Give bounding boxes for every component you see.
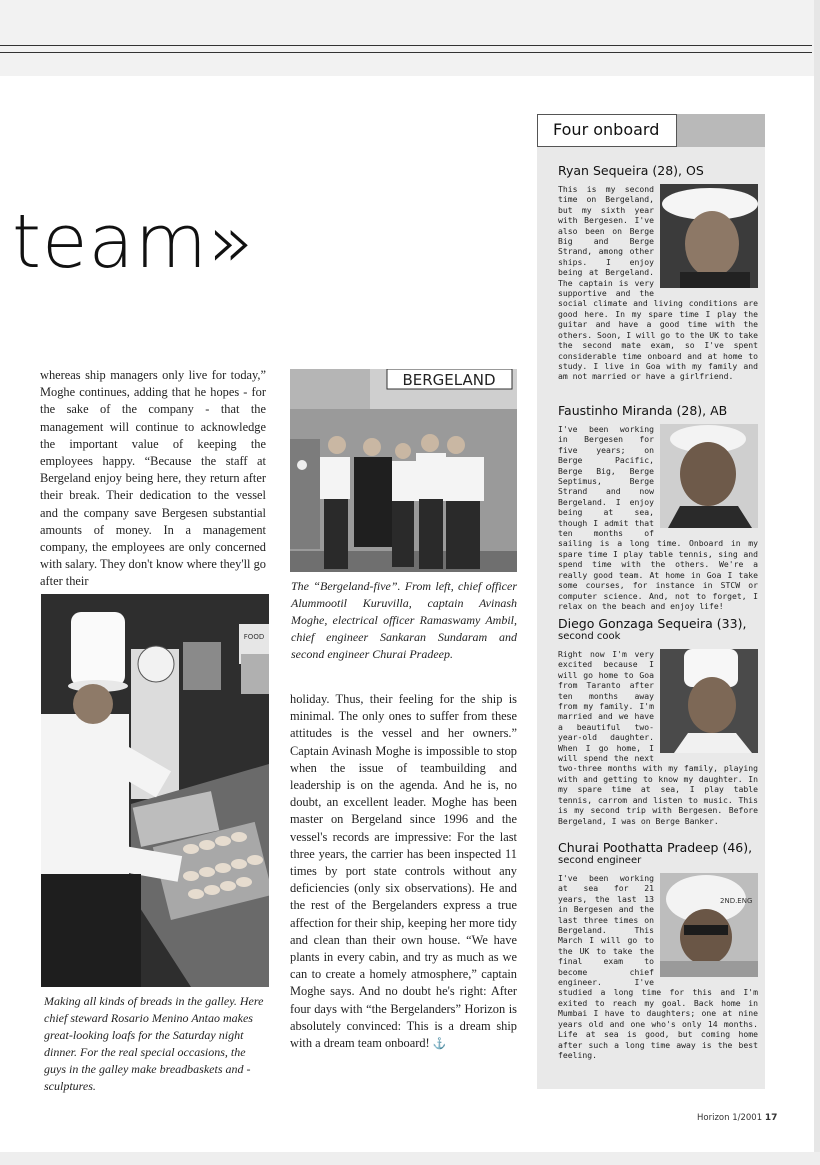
anchor-icon: ⚓ — [432, 1038, 447, 1051]
galley-photo-caption: Making all kinds of breads in the galley. Here chief steward Rosario Menino Antao makes great-looking loafs for the Saturday night dinner. For the real special occasions, the guys in the galley make breadbaskets and -sculptures. — [44, 994, 264, 1093]
profile-name: Faustinho Miranda (28), AB — [558, 403, 728, 418]
ship-sign-text: BERGELAND — [402, 371, 496, 389]
galley-photo — [41, 594, 269, 987]
profile-bio-block — [558, 649, 758, 826]
sidebar-title-shade — [677, 114, 765, 147]
profile-diego — [558, 616, 758, 826]
profile-faustinho — [558, 403, 758, 611]
portrait-photo — [660, 873, 758, 977]
profile-bio-block — [558, 184, 758, 382]
galley-sign-text: FOOD — [243, 633, 265, 641]
headline: team» — [12, 199, 255, 285]
top-rule-2 — [0, 52, 812, 53]
group-photo-art — [290, 369, 517, 572]
profile-bio: I've been working at sea for 21 years, the last 13 in Bergesen and the last three times on Bergeland. This March I will go to the UK to take the final exam to become chief engineer. I've studied a long time for this and I'm exited to reach my goal. Back home in Mumbai I have to daughters; one at nine years old and one who's only 14 months. Life at sea is good, but coming home after such a long time away is the best feeling. — [558, 873, 758, 1060]
profile-bio: Right now I'm very excited because I will go home to Goa from Taranto after ten months away from my family. I'm married and we have a beautiful two-year-old daughter. When I go home, I will spend the next two-three months with my family, playing with and getting to know my daughter. In my spare time at sea, I play table tennis, carrom and listen to music. This is my second trip with Bergesen. Before Bergeland, I was on Berge Banker. — [558, 649, 758, 826]
page-top-band — [0, 0, 820, 76]
sidebar-title: Four onboard — [553, 120, 660, 139]
profile-name: Diego Gonzaga Sequeira (33), — [558, 616, 747, 631]
article-column-2 — [290, 691, 517, 1053]
portrait-photo — [660, 184, 758, 288]
group-photo — [290, 369, 517, 572]
article-text-2: holiday. Thus, their feeling for the ship is minimal. The only ones to suffer from these attitudes is the vessel and her owners.” Captain Avinash Moghe is impossible to stop when the issue of teambuilding and leadership is on the agenda. And he is, no doubt, an excellent leader. Moghe has been master on Bergeland since 1996 and the vessel's records are impressive: For the last three years, the carrier has been inspected 11 times by port state controls without any deficiencies (only six observations). He and the rest of the Bergelanders express a true affection for their ship, keeping her more tidy and clean than their own house. “We have plants in every cabin, and try as much as we can to create a homely atmosphere,” captain Moghe says. And no doubt he's right: After four days with “the Bergelanders” Horizon is absolutely convinced: This is a dream ship with a dream team onboard! ⚓ — [290, 692, 517, 1051]
top-rule — [0, 45, 812, 46]
article-column-1 — [40, 367, 266, 591]
group-photo-caption: The “Bergeland-five”. From left, chief officer Alummootil Kuruvilla, captain Avinash Moghe, electrical officer Ramaswamy Ambil, chief engineer Sankaran Sundaram and second engineer Churai Pradeep. — [291, 579, 517, 661]
profile-bio: I've been working in Bergesen for five years; on Berge Pacific, Berge Big, Berge Septimus, Berge Strand and now Bergeland. I enjoy being at sea, though I admit that ten months of sailing is a long time. Onboard in my spare time I play table tennis, sing and spend time with the others. We're a really good team. At home in Goa I take some courses, for instance in STCW or computer science. And, not to forget, I relax on the beach and enjoy life! — [558, 424, 758, 611]
profile-role: second cook — [558, 631, 621, 642]
profile-bio-block — [558, 873, 758, 1060]
page-edge — [814, 0, 820, 1165]
profile-name: Churai Poothatta Pradeep (46), — [558, 840, 753, 855]
helmet-label: 2ND.ENG — [720, 897, 753, 905]
portrait-photo — [660, 649, 758, 753]
profile-name: Ryan Sequeira (28), OS — [558, 163, 704, 178]
profile-bio-block — [558, 424, 758, 611]
profile-bio: This is my second time on Bergeland, but my sixth year with Bergesen. I've also been on Berge Big and Berge Strand, among other ships. I enjoy being at Bergeland. The captain is very supportive and the social climate and living conditions are good here. In my spare time I play the guitar and have a good time with the others. Soon, I will go to the UK to take the second mate exam, so I've spent considerable time onboard and at home to study. I live in Goa with my family and am not married or have a girlfriend. — [558, 184, 758, 382]
portrait-photo — [660, 424, 758, 528]
footer-magazine: Horizon 1/2001 — [697, 1113, 763, 1123]
page-footer — [697, 1113, 777, 1123]
page-number: 17 — [764, 1113, 778, 1123]
profile-churai — [558, 840, 758, 1060]
article-text-1: whereas ship managers only live for today,” Moghe continues, adding that he hopes - for the sake of the company - that the management will continue to acknowledge the important value of keeping the employees happy. “Because the staff at Bergeland enjoy being here, they return after their break. Their dedication to the vessel and the company save Bergesen substantial amounts of money. In a management company, the employees are only concerned with salary. They don't know where they'll go after their — [40, 368, 266, 589]
profile-role: second engineer — [558, 855, 642, 866]
profile-ryan — [558, 163, 758, 382]
galley-photo-art — [41, 594, 269, 987]
page-bottom-band — [0, 1152, 820, 1165]
